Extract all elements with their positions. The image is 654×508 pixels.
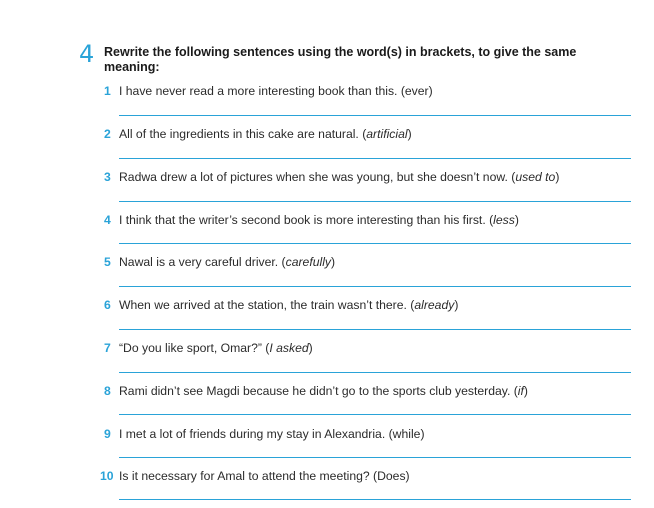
question-number: 5 [104, 255, 111, 269]
question-hint: carefully [285, 255, 332, 269]
answer-line-6[interactable] [119, 329, 631, 330]
answer-line-10[interactable] [119, 499, 631, 500]
question-hint-close: ) [407, 127, 412, 141]
answer-line-5[interactable] [119, 286, 631, 287]
question-text: Radwa drew a lot of pictures when she was young, but she doesn’t now. ( [119, 170, 516, 184]
question-hint-close: ) [555, 170, 560, 184]
question-item-1 [104, 84, 644, 98]
question-number: 8 [104, 384, 111, 398]
question-text: All of the ingredients in this cake are natural. ( [119, 127, 367, 141]
question-text: Nawal is a very careful driver. ( [119, 255, 286, 269]
question-hint: I asked [269, 341, 309, 355]
question-text: I met a lot of friends during my stay in Alexandria. (while) [119, 427, 425, 441]
question-item-2 [104, 127, 644, 141]
answer-line-9[interactable] [119, 457, 631, 458]
question-number: 4 [104, 213, 111, 227]
question-item-6 [104, 298, 644, 312]
question-text: Rami didn’t see Magdi because he didn’t go to the sports club yesterday. ( [119, 384, 518, 398]
question-text: “Do you like sport, Omar?” ( [119, 341, 270, 355]
question-item-9 [104, 427, 644, 441]
question-number: 10 [100, 469, 114, 483]
question-item-4 [104, 213, 644, 227]
question-hint-close: ) [523, 384, 528, 398]
instruction-line-1: Rewrite the following sentences using the word(s) in brackets, to give the same [104, 45, 577, 59]
question-hint-close: ) [308, 341, 313, 355]
question-hint: already [414, 298, 455, 312]
answer-line-7[interactable] [119, 372, 631, 373]
question-hint: less [493, 213, 515, 227]
question-number: 3 [104, 170, 111, 184]
answer-line-2[interactable] [119, 158, 631, 159]
instruction-line-2: meaning: [104, 60, 160, 74]
question-number: 6 [104, 298, 111, 312]
exercise-number: 4 [79, 40, 95, 68]
question-item-10 [100, 469, 644, 483]
question-hint: artificial [366, 127, 408, 141]
question-text: When we arrived at the station, the train wasn’t there. ( [119, 298, 415, 312]
question-item-3 [104, 170, 644, 184]
answer-line-1[interactable] [119, 115, 631, 116]
answer-line-3[interactable] [119, 201, 631, 202]
question-hint: if [517, 384, 524, 398]
question-hint-close: ) [514, 213, 519, 227]
answer-line-8[interactable] [119, 414, 631, 415]
question-number: 1 [104, 84, 111, 98]
question-hint: used to [515, 170, 556, 184]
question-text: Is it necessary for Amal to attend the meeting? (Does) [119, 469, 410, 483]
question-number: 2 [104, 127, 111, 141]
question-hint-close: ) [331, 255, 336, 269]
exercise-instruction [104, 45, 624, 75]
answer-line-4[interactable] [119, 243, 631, 244]
question-text: I think that the writer’s second book is more interesting than his first. ( [119, 213, 494, 227]
question-number: 7 [104, 341, 111, 355]
question-number: 9 [104, 427, 111, 441]
question-item-7 [104, 341, 644, 355]
question-text: I have never read a more interesting book than this. (ever) [119, 84, 433, 98]
question-hint-close: ) [454, 298, 459, 312]
question-item-5 [104, 255, 644, 269]
question-item-8 [104, 384, 644, 398]
